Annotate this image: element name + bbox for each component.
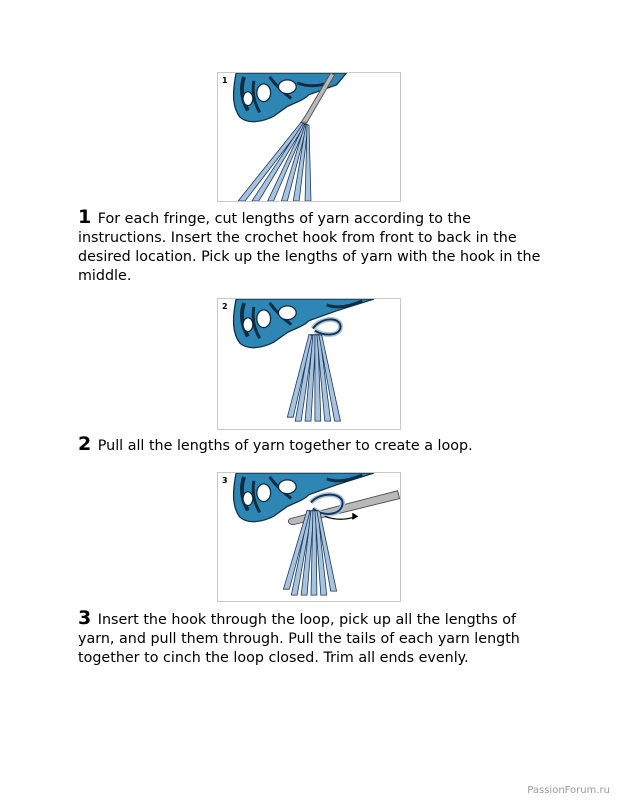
step-1-text <box>78 208 548 286</box>
figure-2 <box>217 298 401 430</box>
step-3-body: Insert the hook through the loop, pick up all the lengths of yarn, and pull them through. Pull the tails of each yarn length together to cinch the loop closed. Trim all ends evenly. <box>78 612 520 666</box>
figure-2-label: 2 <box>222 302 228 311</box>
step-2-text <box>78 435 548 456</box>
watermark: PassionForum.ru <box>527 785 610 796</box>
figure-3-label: 3 <box>222 476 228 485</box>
step-3-number: 3 <box>78 607 92 629</box>
figure-1-label: 1 <box>222 76 228 85</box>
figure-2-illustration <box>218 299 400 429</box>
yarn-lengths <box>287 334 340 421</box>
step-2-body: Pull all the lengths of yarn together to create a loop. <box>97 438 473 454</box>
yarn-lengths <box>238 122 311 201</box>
crochet-fabric <box>234 299 374 348</box>
yarn-loop <box>313 319 341 334</box>
step-3-text <box>78 609 548 668</box>
step-1-body: For each fringe, cut lengths of yarn according to the instructions. Insert the crochet hook from front to back in the desired location. Pick up the lengths of yarn with the hook in the middle. <box>78 211 541 284</box>
figure-3 <box>217 472 401 602</box>
figure-1-illustration <box>218 73 400 201</box>
figure-3-illustration <box>218 473 400 601</box>
step-2-number: 2 <box>78 433 92 455</box>
figure-1 <box>217 72 401 202</box>
step-1-number: 1 <box>78 206 92 228</box>
